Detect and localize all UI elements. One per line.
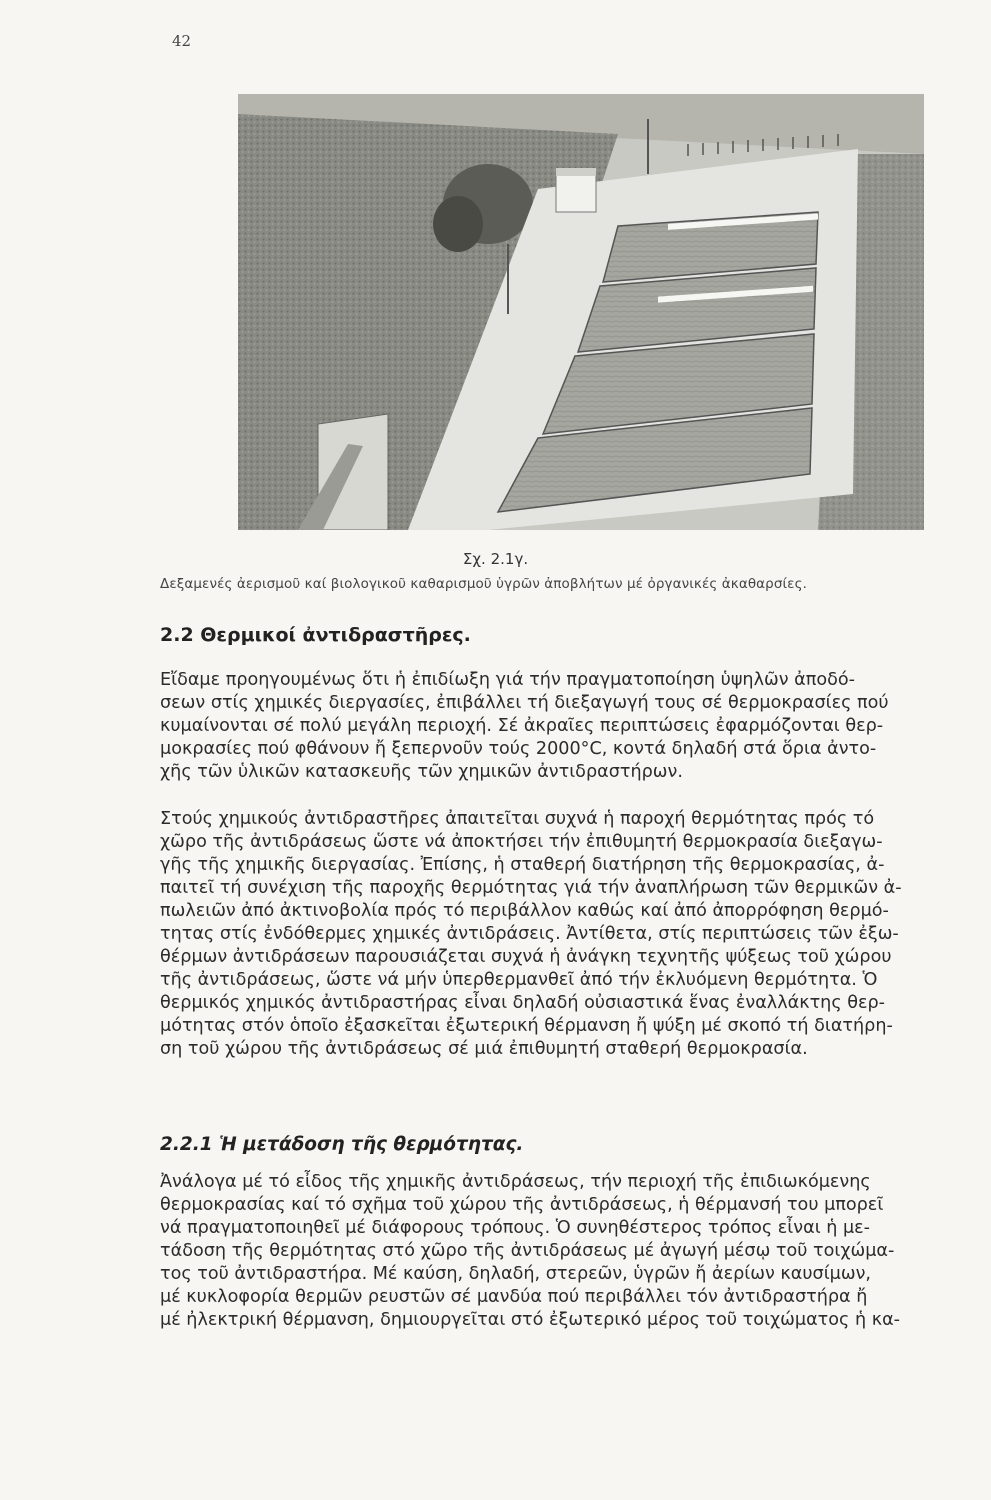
paragraph-2 [160, 808, 991, 1061]
page-number: 42 [172, 32, 192, 50]
text-line: μέ ἠλεκτρική θέρμανση, δημιουργεῖται στό ἐξωτερικό μέρος τοῦ τοιχώματος ἡ κα- [160, 1310, 901, 1330]
text-line: θέρμων ἀντιδράσεων παρουσιάζεται συχνά ἡ ἀνάγκη τεχνητῆς ψύξεως τοῦ χώρου [160, 947, 892, 967]
section-heading: 2.2 Θερμικοί ἀντιδραστῆρες. [160, 624, 471, 646]
paragraph-1 [160, 669, 991, 784]
text-line: σεων στίς χημικές διεργασίες, ἐπιβάλλει τή διεξαγωγή τους σέ θερμοκρασίες πού [160, 693, 889, 713]
text-line: τῆς ἀντιδράσεως, ὥστε νά μήν ὑπερθερμανθεῖ ἀπό τήν ἐκλυόμενη θερμότητα. Ὁ [160, 970, 878, 990]
subsection-heading: 2.2.1 Ἡ μετάδοση τῆς θερμότητας. [160, 1134, 524, 1155]
figure-label: Σχ. 2.1γ. [462, 550, 529, 568]
text-line: θερμοκρασίας καί τό σχῆμα τοῦ χώρου τῆς ἀντιδράσεως, ἡ θέρμανσή του μπορεῖ [160, 1195, 884, 1215]
text-line: χῆς τῶν ὑλικῶν κατασκευῆς τῶν χημικῶν ἀντιδραστήρων. [160, 762, 683, 782]
text-line: Στούς χημικούς ἀντιδραστῆρες ἀπαιτεῖται συχνά ἡ παροχή θερμότητας πρός τό [160, 809, 875, 829]
photo-building [556, 174, 596, 212]
text-line: πωλειῶν ἀπό ἀκτινοβολία πρός τό περιβάλλον καθώς καί ἀπό ἀπορρόφηση θερμό- [160, 901, 889, 921]
text-line: Εἴδαμε προηγουμένως ὅτι ἡ ἐπιδίωξη γιά τήν πραγματοποίηση ὑψηλῶν ἀποδό- [160, 670, 855, 690]
text-line: θερμικός χημικός ἀντιδραστήρας εἶναι δηλαδή οὐσιαστικά ἕνας ἐναλλάκτης θερ- [160, 993, 886, 1013]
text-line: Ἀνάλογα μέ τό εἶδος τῆς χημικῆς ἀντιδράσεως, τήν περιοχή τῆς ἐπιδιωκόμενης [160, 1172, 871, 1192]
text-line: ση τοῦ χώρου τῆς ἀντιδράσεως σέ μιά ἐπιθυμητή σταθερή θερμοκρασία. [160, 1039, 808, 1059]
text-line: μότητας στόν ὁποῖο ἐξασκεῖται ἐξωτερική θέρμανση ἤ ψύξη μέ σκοπό τή διατήρη- [160, 1016, 893, 1036]
text-line: χῶρο τῆς ἀντιδράσεως ὥστε νά ἀποκτήσει τήν ἐπιθυμητή θερμοκρασία διεξαγω- [160, 832, 883, 852]
text-line: μέ κυκλοφορία θερμῶν ρευστῶν σέ μανδύα πού περιβάλλει τόν ἀντιδραστήρα ἤ [160, 1287, 868, 1307]
figure-photo [238, 94, 924, 530]
text-line: γῆς τῆς χημικῆς διεργασίας. Ἐπίσης, ἡ σταθερή διατήρηση τῆς θερμοκρασίας, ἀ- [160, 855, 885, 875]
paragraph-3 [160, 1171, 991, 1332]
text-line: νά πραγματοποιηθεῖ μέ διάφορους τρόπους. Ὁ συνηθέστερος τρόπος εἶναι ἡ με- [160, 1218, 871, 1238]
text-line: μοκρασίες πού φθάνουν ἤ ξεπερνοῦν τούς 2000°C, κοντά δηλαδή στά ὅρια ἀντο- [160, 739, 877, 759]
text-line: τητας στίς ἐνδόθερμες χημικές ἀντιδράσεις. Ἀντίθετα, στίς περιπτώσεις τῶν ἐξω- [160, 924, 899, 944]
text-line: κυμαίνονται σέ πολύ μεγάλη περιοχή. Σέ ἀκραῖες περιπτώσεις ἐφαρμόζονται θερ- [160, 716, 884, 736]
text-line: τάδοση τῆς θερμότητας στό χῶρο τῆς ἀντιδράσεως μέ ἀγωγή μέσῳ τοῦ τοιχώμα- [160, 1241, 895, 1261]
figure-caption: Δεξαμενές ἀερισμοῦ καί βιολογικοῦ καθαρισμοῦ ὑγρῶν ἀποβλήτων μέ ὀργανικές ἀκαθαρσίες. [160, 576, 807, 592]
text-line: παιτεῖ τή συνέχιση τῆς παροχῆς θερμότητας γιά τήν ἀναπλήρωση τῶν θερμικῶν ἀ- [160, 878, 902, 898]
text-line: τος τοῦ ἀντιδραστήρα. Μέ καύση, δηλαδή, στερεῶν, ὑγρῶν ἤ ἀερίων καυσίμων, [160, 1264, 872, 1284]
